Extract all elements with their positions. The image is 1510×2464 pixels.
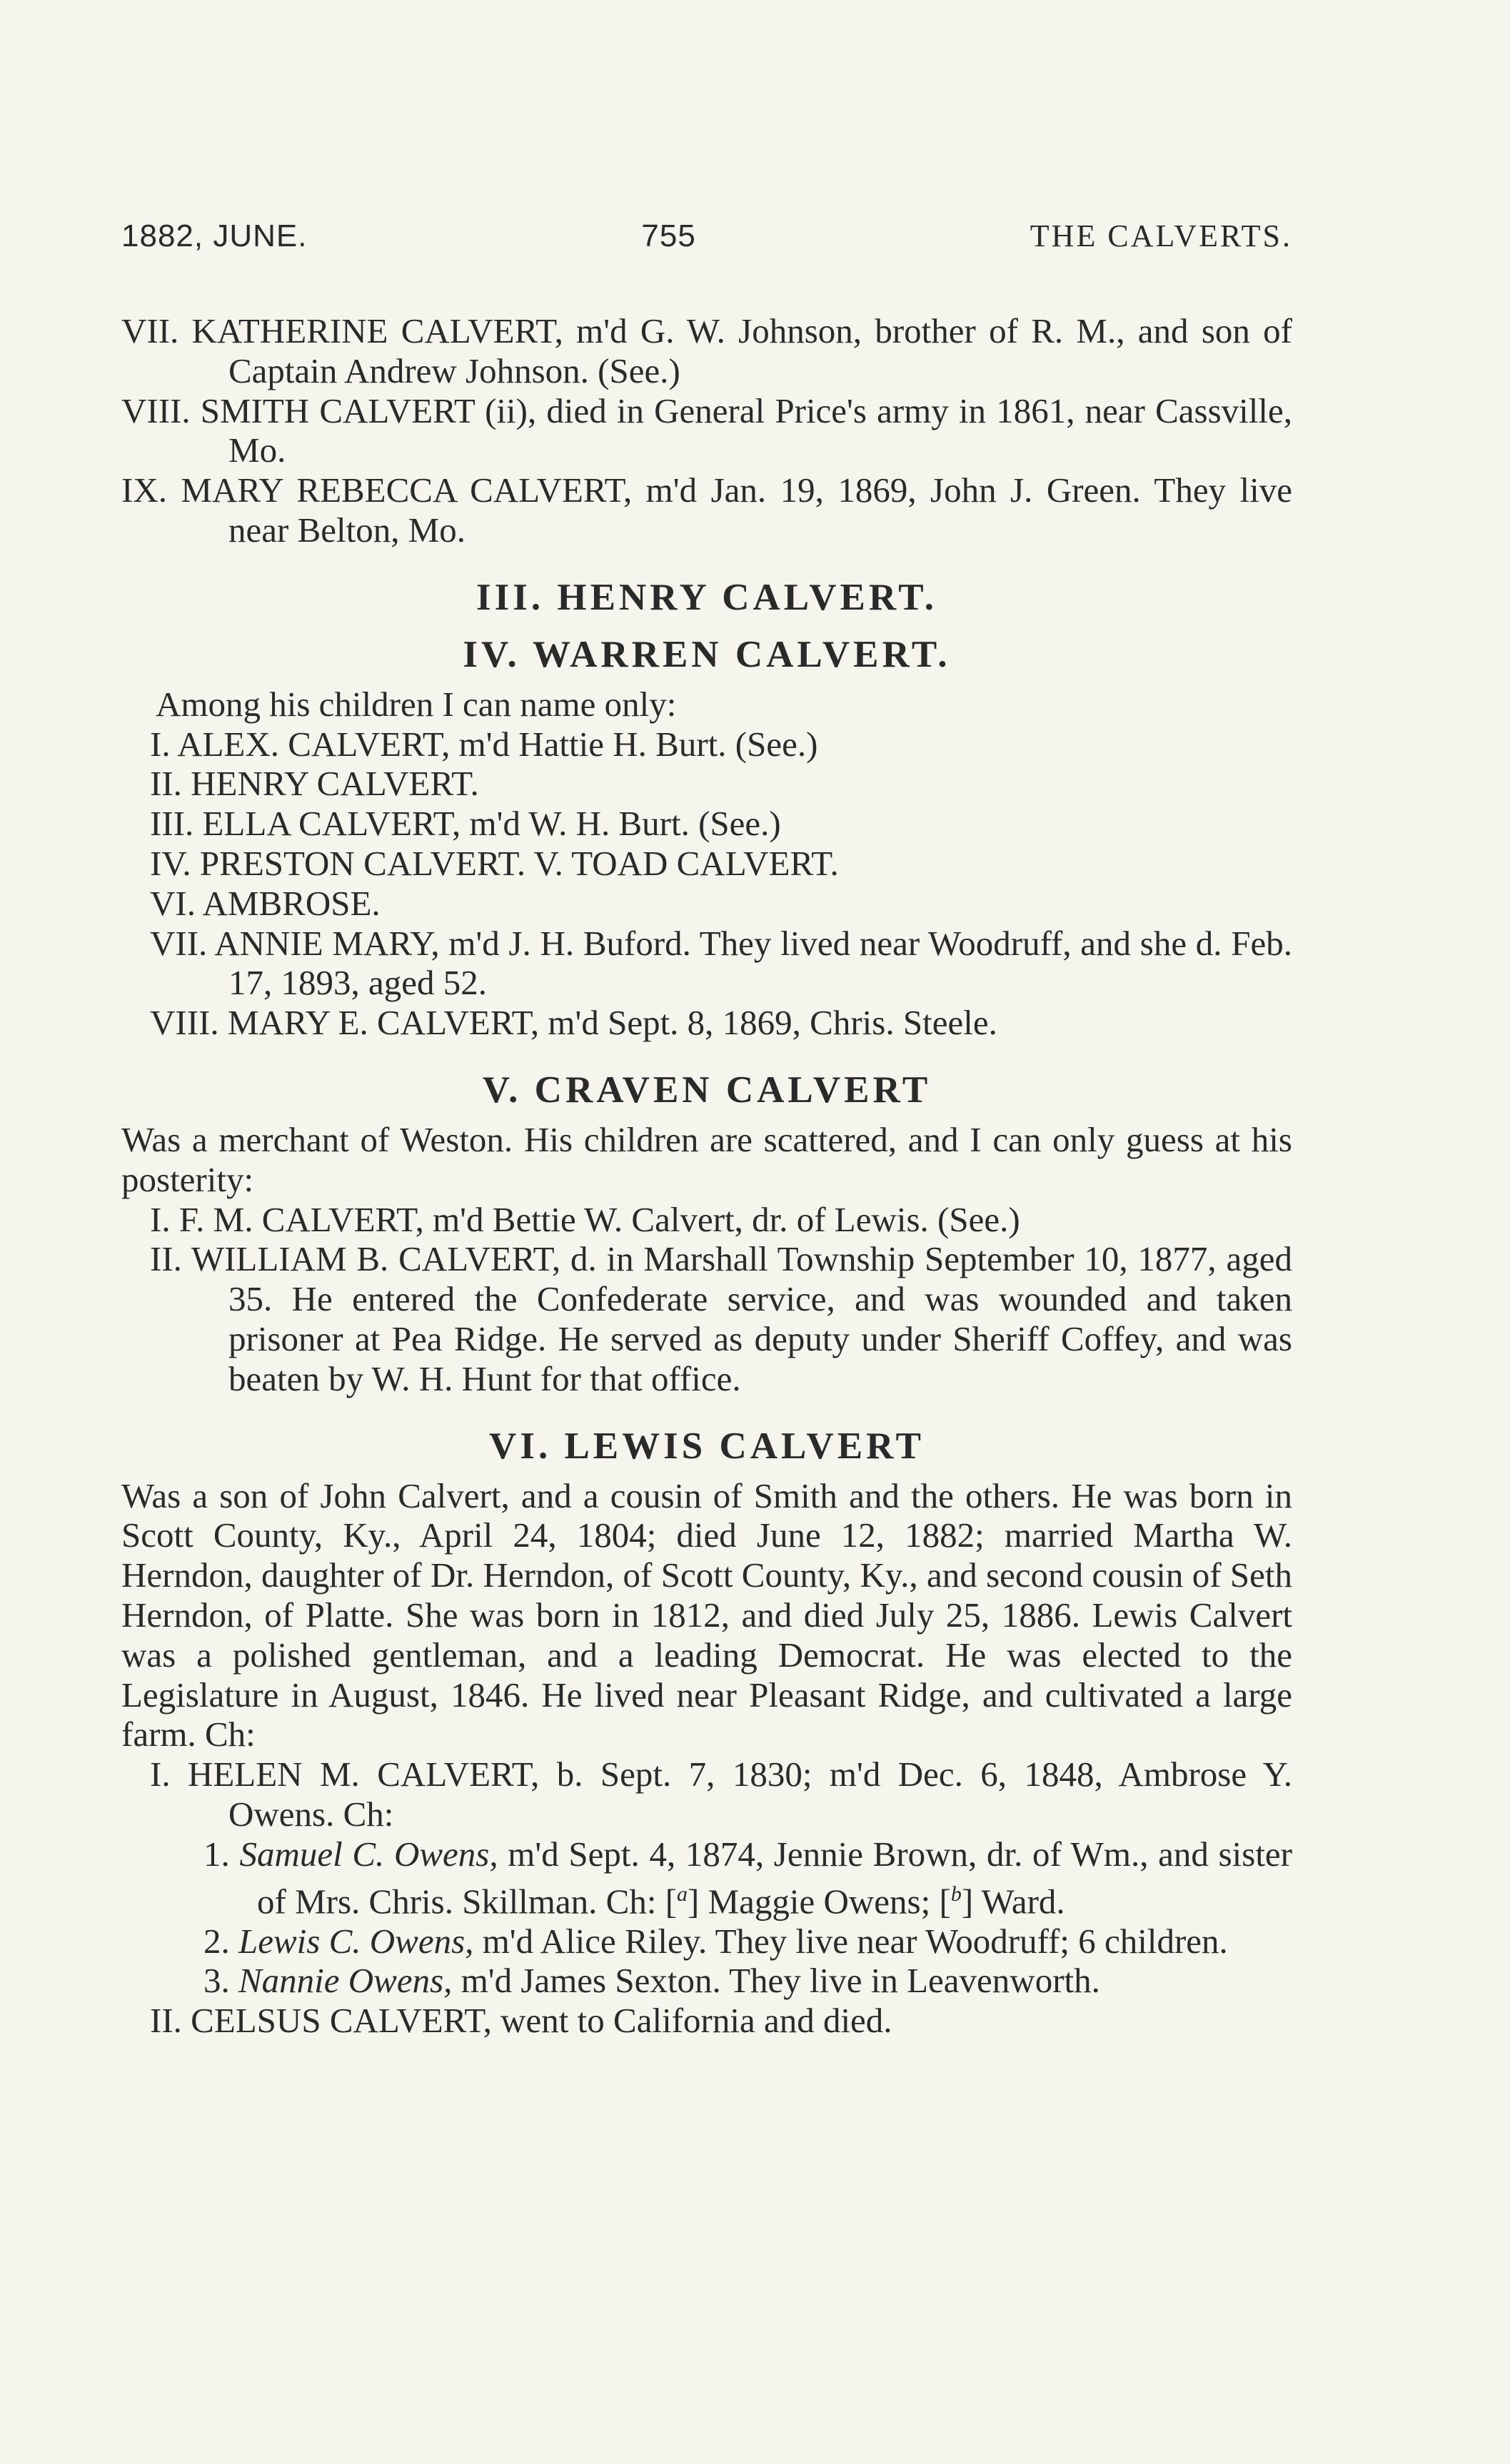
grandchild-text-end: ] Ward. (961, 1881, 1065, 1921)
grandchild-samuel (121, 1834, 1292, 1922)
entry-katherine: VII. KATHERINE CALVERT, m'd G. W. Johnson, brother of R. M., and son of Captain Andrew Johnson. (See.) (121, 311, 1292, 390)
grandchild-name: Samuel C. Owens, (239, 1834, 498, 1874)
superscript-a: a (677, 1882, 688, 1906)
book-page (121, 218, 1292, 2041)
warren-child: II. HENRY CALVERT. (150, 764, 479, 804)
warren-child: I. ALEX. CALVERT, m'd Hattie H. Burt. (See.) (150, 724, 818, 764)
warren-child: VI. AMBROSE. (150, 883, 381, 923)
heading-lewis-calvert: VI. LEWIS CALVERT (489, 1425, 925, 1467)
grandchild-text: m'd Alice Riley. They live near Woodruff; 6 children. (473, 1921, 1228, 1961)
entry-smith: VIII. SMITH CALVERT (ii), died in General Price's army in 1861, near Cassville, Mo. (121, 390, 1292, 470)
lewis-child-celsus: II. CELSUS CALVERT, went to California and died. (150, 2001, 892, 2041)
craven-child: II. WILLIAM B. CALVERT, d. in Marshall Township September 10, 1877, aged 35. He entered the Confederate service, and was wounded and taken prisoner at Pea Ridge. He served as deputy under Sheriff Coffey, and was beaten by W. H. Hunt for that office. (150, 1239, 1292, 1398)
grandchild-name: Lewis C. Owens, (238, 1921, 474, 1961)
grandchild-number: 2. (203, 1921, 230, 1961)
grandchild-lewis (121, 1922, 1292, 1961)
lewis-child-helen: I. HELEN M. CALVERT, b. Sept. 7, 1830; m'd Dec. 6, 1848, Ambrose Y. Owens. Ch: (150, 1754, 1292, 1834)
running-header (121, 218, 1292, 254)
grandchild-number: 1. (203, 1834, 230, 1874)
superscript-b: b (950, 1882, 962, 1906)
header-date: 1882, JUNE. (121, 218, 308, 253)
grandchild-text: m'd Sept. 4, 1874, Jennie Brown, dr. of Wm., and sister of Mrs. Chris. Skillman. Ch: [ (257, 1834, 1292, 1921)
page-number: 755 (641, 218, 696, 253)
grandchild-number: 3. (203, 1961, 230, 2001)
craven-child: I. F. M. CALVERT, m'd Bettie W. Calvert, dr. of Lewis. (See.) (150, 1199, 1020, 1239)
header-title: THE CALVERTS. (1030, 218, 1292, 253)
lewis-intro: Was a son of John Calvert, and a cousin of Smith and the others. He was born in Scott County, Ky., April 24, 1804; died June 12, 1882; married Martha W. Herndon, daughter of Dr. Herndon, of Scott County, Ky., and second cousin of Seth Herndon, of Platte. She was born in 1812, and died July 25, 1886. Lewis Calvert was a polished gentleman, and a leading Democrat. He was elected to the Legislature in August, 1846. He lived near Pleasant Ridge, and cultivated a large farm. Ch: (121, 1475, 1292, 1754)
heading-henry-calvert: III. HENRY CALVERT. (476, 576, 937, 618)
grandchild-name: Nannie Owens, (238, 1961, 453, 2001)
heading-craven-calvert: V. CRAVEN CALVERT (482, 1069, 932, 1111)
craven-intro: Was a merchant of Weston. His children are scattered, and I can only guess at his posterity: (121, 1119, 1292, 1199)
heading-warren-calvert: IV. WARREN CALVERT. (463, 633, 951, 675)
warren-child: IV. PRESTON CALVERT. V. TOAD CALVERT. (150, 843, 839, 883)
grandchild-text-mid: ] Maggie Owens; [ (688, 1881, 951, 1921)
grandchild-nannie (121, 1961, 1292, 2001)
entry-mary-rebecca: IX. MARY REBECCA CALVERT, m'd Jan. 19, 1869, John J. Green. They live near Belton, Mo. (121, 470, 1292, 550)
warren-intro: Among his children I can name only: (156, 684, 677, 724)
grandchild-text: m'd James Sexton. They live in Leavenworth. (452, 1961, 1100, 2001)
warren-child: VII. ANNIE MARY, m'd J. H. Buford. They lived near Woodruff, and she d. Feb. 17, 1893, aged 52. (150, 923, 1292, 1003)
warren-child: VIII. MARY E. CALVERT, m'd Sept. 8, 1869, Chris. Steele. (150, 1003, 997, 1043)
warren-child: III. ELLA CALVERT, m'd W. H. Burt. (See.) (150, 804, 781, 844)
